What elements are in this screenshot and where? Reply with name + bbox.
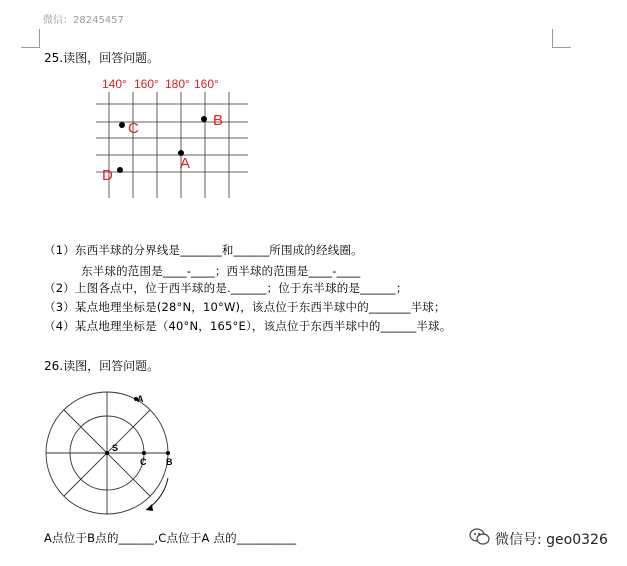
label-b: B <box>166 457 173 467</box>
point-c-label: C <box>128 120 139 137</box>
label-a: A <box>137 394 144 404</box>
pole-dot <box>105 451 109 455</box>
lon-label-3: 180° <box>165 77 190 91</box>
q25-line-2: 东半球的范围是____-____；西半球的范围是____-____ <box>81 264 361 278</box>
q25-grid-map <box>96 72 256 204</box>
label-s: S <box>112 443 119 453</box>
lon-label-1: 140° <box>102 77 127 91</box>
point-b-dot <box>166 451 170 455</box>
q25-line-1: （1）东西半球的分界线是_______和______所围成的经线圈。 <box>44 243 363 257</box>
lon-label-2: 160° <box>134 77 159 91</box>
q26-polar-diagram <box>40 390 190 525</box>
point-c-dot <box>119 122 125 128</box>
rotation-arrow-head <box>146 504 153 511</box>
watermark-top: 微信：28245457 <box>43 15 124 26</box>
q26-title: 26.读图，回答问题。 <box>44 359 160 373</box>
point-b-label: B <box>213 112 224 129</box>
point-a-label: A <box>180 155 191 172</box>
point-b-dot <box>201 116 207 122</box>
point-c-dot <box>142 451 146 455</box>
q26-question: A点位于B点的______,C点位于A 点的__________ <box>44 531 297 545</box>
point-d-label: D <box>102 167 113 184</box>
label-c: C <box>140 457 147 467</box>
wechat-icon <box>469 528 491 546</box>
q25-line-5: （4）某点地理坐标是（40°N，165°E），该点位于东西半球中的______半球。 <box>44 319 452 333</box>
page-corner-left <box>21 29 40 48</box>
lon-label-4: 160° <box>194 77 219 91</box>
watermark-bottom: 微信号: geo0326 <box>495 532 608 548</box>
rotation-arrow <box>146 478 168 510</box>
page-corner-right <box>552 29 571 48</box>
q25-line-4: （3）某点地理坐标是(28°N，10°W)，该点位于东西半球中的_______半球； <box>44 300 446 314</box>
q25-title: 25.读图，回答问题。 <box>44 51 160 65</box>
point-d-dot <box>117 167 123 173</box>
q25-line-3: （2）上图各点中，位于西半球的是.______；位于东半球的是______； <box>44 281 408 295</box>
